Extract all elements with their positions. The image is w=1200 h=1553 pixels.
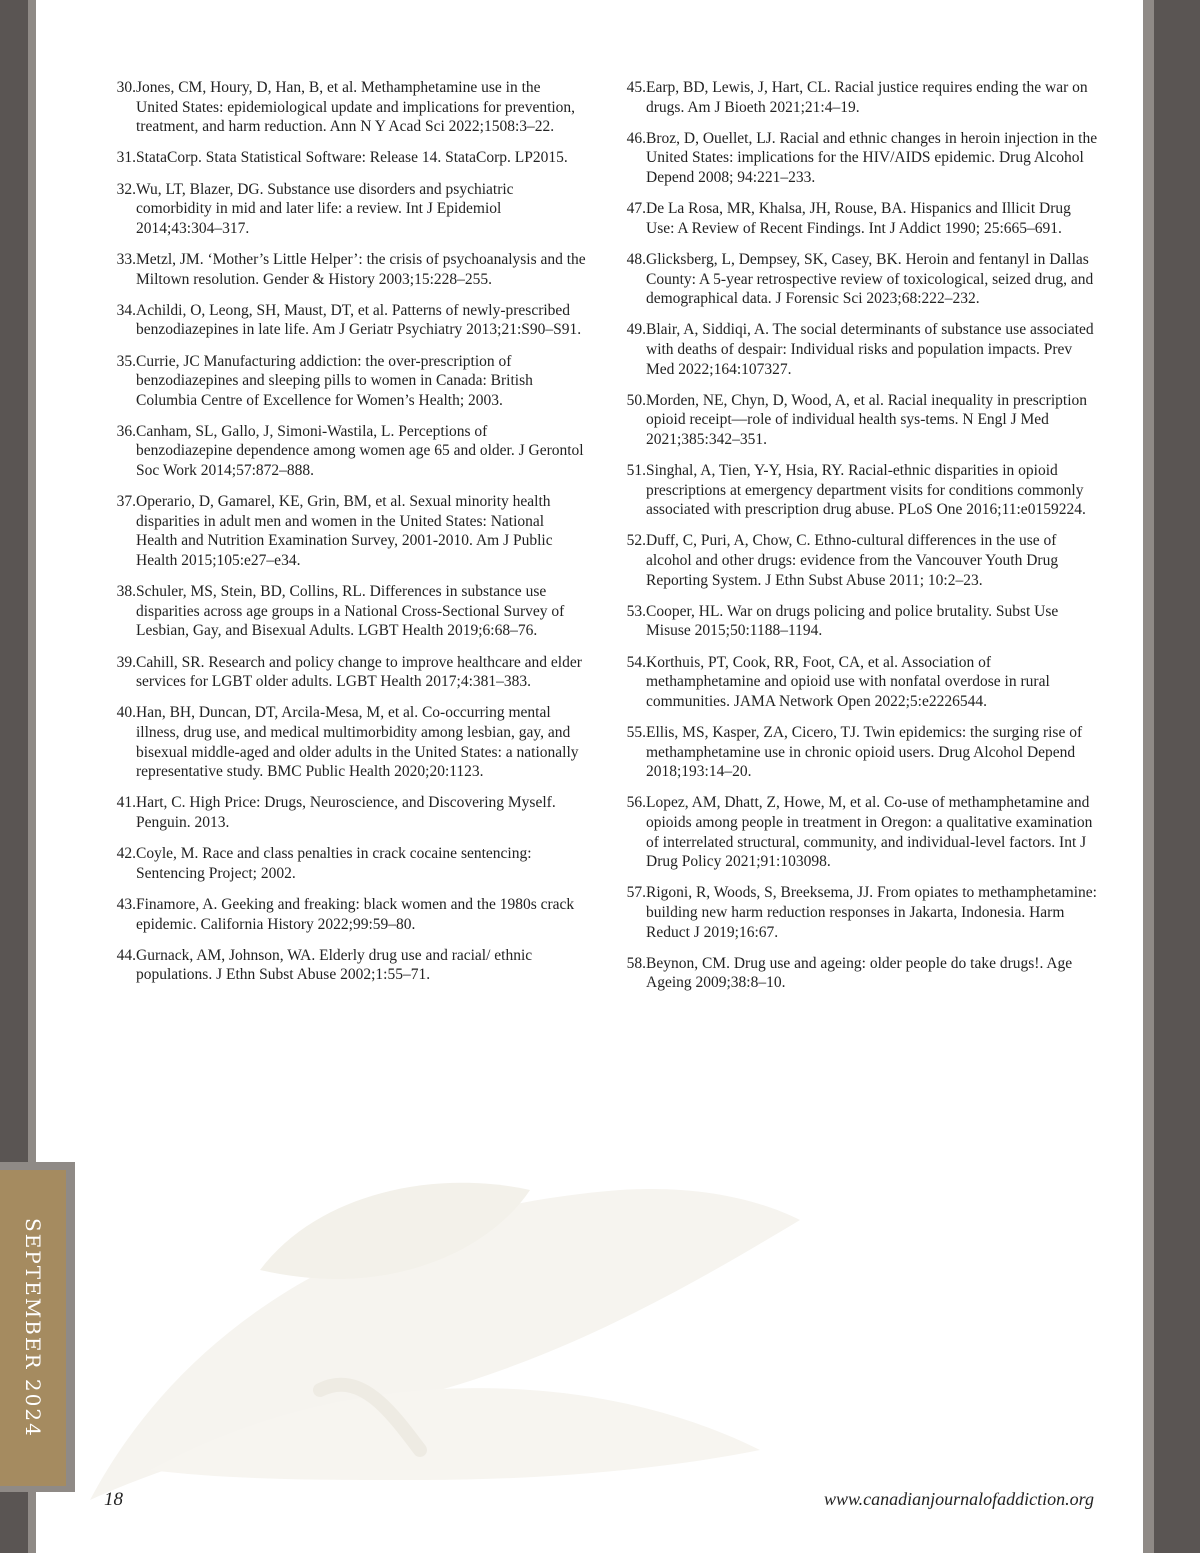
references-left-column [104, 78, 586, 996]
reference-item [104, 352, 586, 411]
reference-number: 34. [116, 301, 136, 319]
reference-text: Wu, LT, Blazer, DG. Substance use disorders and psychiatric comorbidity in mid and later life: a review. Int J Epidemiol 2014;43:304–317. [136, 180, 514, 237]
reference-number: 42. [116, 845, 136, 863]
reference-text: Ellis, MS, Kasper, ZA, Cicero, TJ. Twin epidemics: the surging rise of methamphetamine use in chronic opioid users. Drug Alcohol Depend 2018;193:14–20. [646, 723, 1083, 781]
reference-number: 40. [116, 704, 136, 722]
reference-text: Coyle, M. Race and class penalties in crack cocaine sentencing: Sentencing Project; 2002. [136, 845, 532, 882]
reference-text: Cooper, HL. War on drugs policing and police brutality. Subst Use Misuse 2015;50:1188–1194. [646, 602, 1059, 640]
reference-item [614, 129, 1098, 188]
reference-number: 35. [116, 352, 136, 370]
reference-text: Han, BH, Duncan, DT, Arcila-Mesa, M, et al. Co-occurring mental illness, drug use, and medical multimorbidity among lesbian, gay, and bisexual middle-aged and older adults in the United States: a nationally representative study. BMC Public Health 2020;20:1123. [136, 704, 579, 781]
reference-text: Gurnack, AM, Johnson, WA. Elderly drug use and racial/ ethnic populations. J Ethn Subst Abuse 2002;1:55–71. [136, 946, 533, 984]
reference-item [614, 531, 1098, 590]
references-right-column [614, 78, 1098, 1004]
month-tab [0, 1170, 66, 1486]
reference-number: 41. [116, 794, 136, 812]
reference-text: Duff, C, Puri, A, Chow, C. Ethno-cultural differences in the use of alcohol and other drugs: evidence from the Vancouver Youth Drug Reporting System. J Ethn Subst Abuse 2011; 10:2–23. [646, 532, 1059, 589]
reference-item [104, 492, 586, 570]
reference-text: Lopez, AM, Dhatt, Z, Howe, M, et al. Co-use of methamphetamine and opioids among people in treatment in Oregon: a qualitative examination of interrelated structural, community, and individual-level factors. Int J Drug Policy 2021;91:103098. [646, 794, 1093, 871]
reference-text: Metzl, JM. ‘Mother’s Little Helper’: the crisis of psychoanalysis and the Miltown resolution. Gender & History 2003;15:228–255. [136, 250, 586, 288]
reference-item [104, 148, 586, 168]
reference-text: Jones, CM, Houry, D, Han, B, et al. Methamphetamine use in the United States: epidemiological update and implications for prevention, treatment, and harm reduction. Ann N Y Acad Sci 2022;1508:3–22. [136, 79, 576, 136]
reference-text: Finamore, A. Geeking and freaking: black women and the 1980s crack epidemic. California History 2022;99:59–80. [136, 895, 575, 933]
month-tab-text: SEPTEMBER 2024 [21, 1218, 45, 1438]
reference-number: 36. [116, 422, 136, 440]
reference-item [104, 653, 586, 692]
reference-text: Blair, A, Siddiqi, A. The social determinants of substance use associated with deaths of despair: Individual risks and population impacts. Prev Med 2022;164:107327. [646, 321, 1094, 378]
reference-number: 55. [626, 723, 646, 741]
reference-item [104, 180, 586, 239]
reference-number: 57. [626, 884, 646, 902]
reference-item [614, 602, 1098, 641]
reference-item [614, 954, 1098, 993]
right-border-accent [1143, 0, 1154, 1553]
reference-number: 56. [626, 794, 646, 812]
reference-text: Operario, D, Gamarel, KE, Grin, BM, et al. Sexual minority health disparities in adult men and women in the United States: National Health and Nutrition Examination Survey, 2001-2010. Am J Public Health 2015;105:e27–e34. [136, 493, 553, 570]
reference-item [614, 461, 1098, 520]
reference-item [104, 895, 586, 934]
reference-item [104, 703, 586, 781]
reference-item [614, 250, 1098, 309]
reference-item [614, 723, 1098, 782]
reference-number: 58. [626, 954, 646, 972]
leaf-watermark [60, 1150, 820, 1510]
reference-number: 49. [626, 321, 646, 339]
reference-text: Beynon, CM. Drug use and ageing: older people do take drugs!. Age Ageing 2009;38:8–10. [646, 954, 1073, 992]
reference-text: Broz, D, Ouellet, LJ. Racial and ethnic changes in heroin injection in the United States: implications for the HIV/AIDS epidemic. Drug Alcohol Depend 2008; 94:221–233. [646, 129, 1098, 186]
reference-item [104, 793, 586, 832]
reference-text: Earp, BD, Lewis, J, Hart, CL. Racial justice requires ending the war on drugs. Am J Bioeth 2021;21:4–19. [646, 79, 1088, 116]
reference-text: Cahill, SR. Research and policy change to improve healthcare and elder services for LGBT older adults. LGBT Health 2017;4:381–383. [136, 653, 582, 691]
reference-text: StataCorp. Stata Statistical Software: Release 14. StataCorp. LP2015. [136, 149, 568, 167]
reference-text: Hart, C. High Price: Drugs, Neuroscience, and Discovering Myself. Penguin. 2013. [136, 794, 556, 831]
reference-number: 53. [626, 602, 646, 620]
reference-item [614, 78, 1098, 117]
reference-number: 33. [116, 250, 136, 268]
reference-item [104, 422, 586, 481]
reference-text: Rigoni, R, Woods, S, Breeksema, JJ. From opiates to methamphetamine: building new harm reduction responses in Jakarta, Indonesia. Harm Reduct J 2019;16:67. [646, 884, 1097, 941]
reference-item [104, 844, 586, 883]
reference-number: 46. [626, 129, 646, 147]
reference-item [104, 78, 586, 137]
reference-item [104, 946, 586, 985]
reference-number: 54. [626, 653, 646, 671]
reference-item [614, 883, 1098, 942]
reference-item [614, 199, 1098, 238]
reference-item [104, 582, 586, 641]
reference-number: 47. [626, 200, 646, 218]
reference-item [614, 391, 1098, 450]
reference-item [104, 250, 586, 289]
page-number: 18 [104, 1489, 123, 1510]
reference-text: Singhal, A, Tien, Y-Y, Hsia, RY. Racial-ethnic disparities in opioid prescriptions at emergency department visits for conditions commonly associated with prescription drug abuse. PLoS One 2016;11:e0159224. [646, 462, 1086, 519]
reference-text: Currie, JC Manufacturing addiction: the over-prescription of benzodiazepines and sleeping pills to women in Canada: British Columbia Centre of Excellence for Women’s Health; 2003. [136, 352, 533, 409]
reference-number: 30. [116, 79, 136, 96]
reference-number: 39. [116, 653, 136, 671]
reference-text: Korthuis, PT, Cook, RR, Foot, CA, et al. Association of methamphetamine and opioid use with nonfatal overdose in rural communities. JAMA Network Open 2022;5:e2226544. [646, 653, 1050, 710]
reference-item [614, 653, 1098, 712]
reference-text: Achildi, O, Leong, SH, Maust, DT, et al. Patterns of newly-prescribed benzodiazepines in late life. Am J Geriatr Psychiatry 2013;21:S90–S91. [136, 301, 582, 339]
right-border-bar [1154, 0, 1200, 1553]
reference-text: Morden, NE, Chyn, D, Wood, A, et al. Racial inequality in prescription opioid receipt—role of individual health sys-tems. N Engl J Med 2021;385:342–351. [646, 391, 1088, 448]
reference-number: 45. [626, 79, 646, 96]
reference-number: 38. [116, 583, 136, 601]
reference-number: 51. [626, 462, 646, 480]
reference-number: 43. [116, 895, 136, 913]
reference-item [614, 793, 1098, 871]
reference-number: 37. [116, 493, 136, 511]
reference-number: 52. [626, 532, 646, 550]
reference-text: De La Rosa, MR, Khalsa, JH, Rouse, BA. Hispanics and Illicit Drug Use: A Review of Recent Findings. Int J Addict 1990; 25:665–691. [646, 200, 1071, 237]
reference-number: 48. [626, 250, 646, 268]
reference-text: Glicksberg, L, Dempsey, SK, Casey, BK. Heroin and fentanyl in Dallas County: A 5-year retrospective review of toxicological, seized drug, and demographical data. J Forensic Sci 2023;68:222–232. [646, 250, 1094, 308]
reference-number: 44. [116, 946, 136, 964]
reference-number: 32. [116, 180, 136, 198]
reference-number: 50. [626, 391, 646, 409]
reference-item [104, 301, 586, 340]
reference-number: 31. [116, 149, 136, 167]
reference-text: Canham, SL, Gallo, J, Simoni-Wastila, L. Perceptions of benzodiazepine dependence among women age 65 and older. J Gerontol Soc Work 2014;57:872–888. [136, 422, 584, 480]
website-url: www.canadianjournalofaddiction.org [823, 1489, 1094, 1509]
reference-text: Schuler, MS, Stein, BD, Collins, RL. Differences in substance use disparities across age groups in a National Cross-Sectional Survey of Lesbian, Gay, and Bisexual Adults. LGBT Health 2019;6:68–76. [136, 583, 565, 640]
reference-item [614, 320, 1098, 379]
